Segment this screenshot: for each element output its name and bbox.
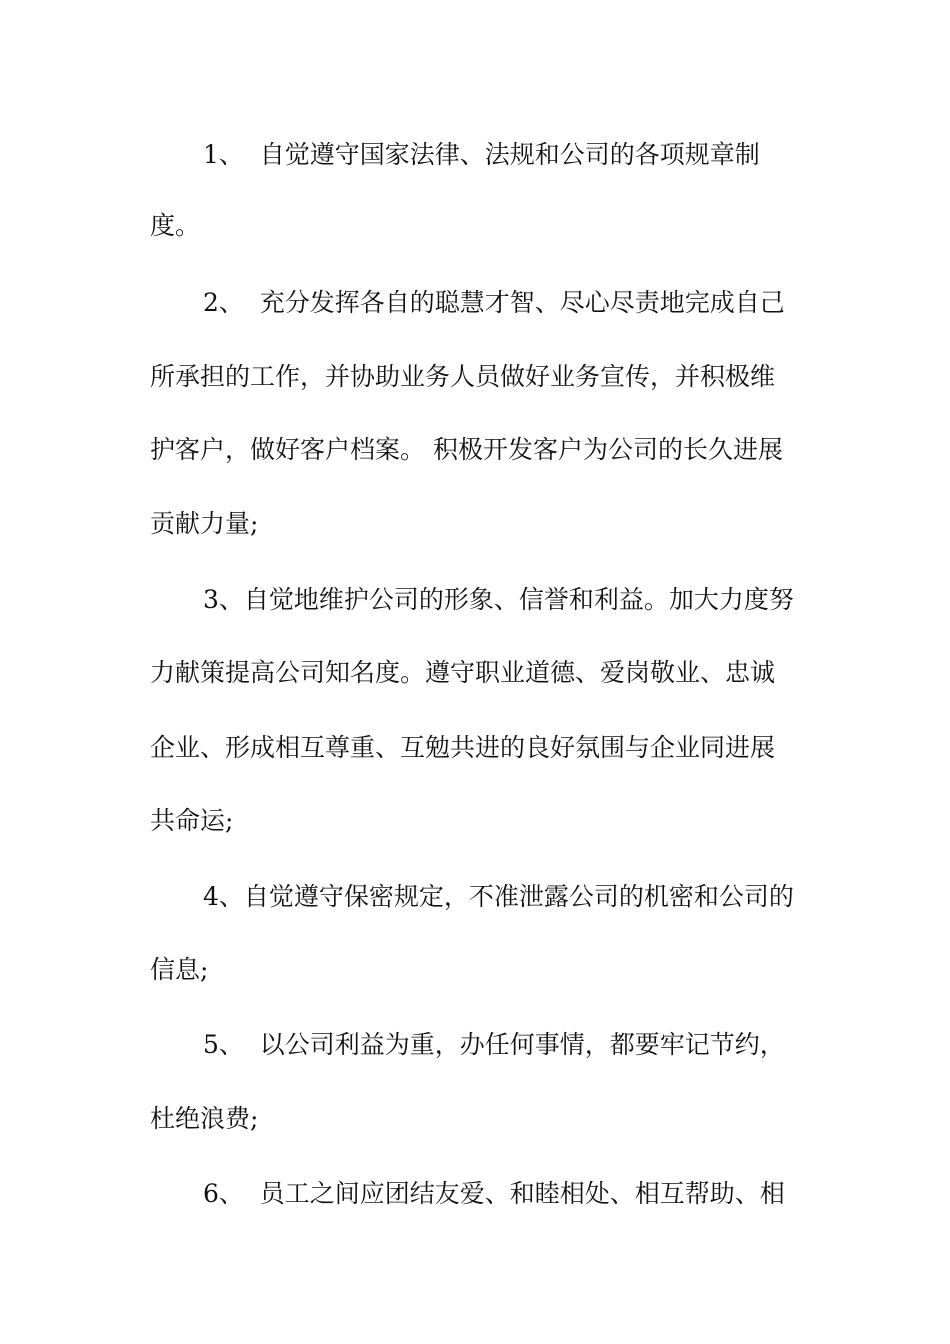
- rule-5-line-1: 5、 以公司利益为重，办任何事情，都要牢记节约，: [203, 1030, 785, 1059]
- rule-4-line-2: 信息;: [150, 955, 209, 984]
- rule-3-line-3: 企业、形成相互尊重、互勉共进的良好氛围与企业同进展: [150, 733, 776, 762]
- rule-2-line-1: 2、 充分发挥各自的聪慧才智、尽心尽责地完成自己: [203, 288, 785, 317]
- rule-1-line-2: 度。: [150, 211, 201, 240]
- rule-1-line-1: 1、 自觉遵守国家法律、法规和公司的各项规章制: [203, 140, 760, 169]
- rule-2-line-2: 所承担的工作，并协助业务人员做好业务宣传，并积极维: [150, 362, 776, 391]
- rule-3-line-1: 3、自觉地维护公司的形象、信誉和利益。加大力度努: [203, 585, 794, 614]
- rule-5-line-2: 杜绝浪费;: [150, 1104, 259, 1133]
- rule-3-line-4: 共命运;: [150, 806, 234, 835]
- rule-4-line-1: 4、自觉遵守保密规定，不准泄露公司的机密和公司的: [203, 882, 794, 911]
- rule-3-line-2: 力献策提高公司知名度。遵守职业道德、爱岗敬业、忠诚: [150, 658, 776, 687]
- rule-6-line-1: 6、 员工之间应团结友爱、和睦相处、相互帮助、相: [203, 1179, 785, 1208]
- rule-2-line-3: 护客户，做好客户档案。 积极开发客户为公司的长久进展: [150, 435, 783, 464]
- rule-2-line-4: 贡献力量;: [150, 509, 259, 538]
